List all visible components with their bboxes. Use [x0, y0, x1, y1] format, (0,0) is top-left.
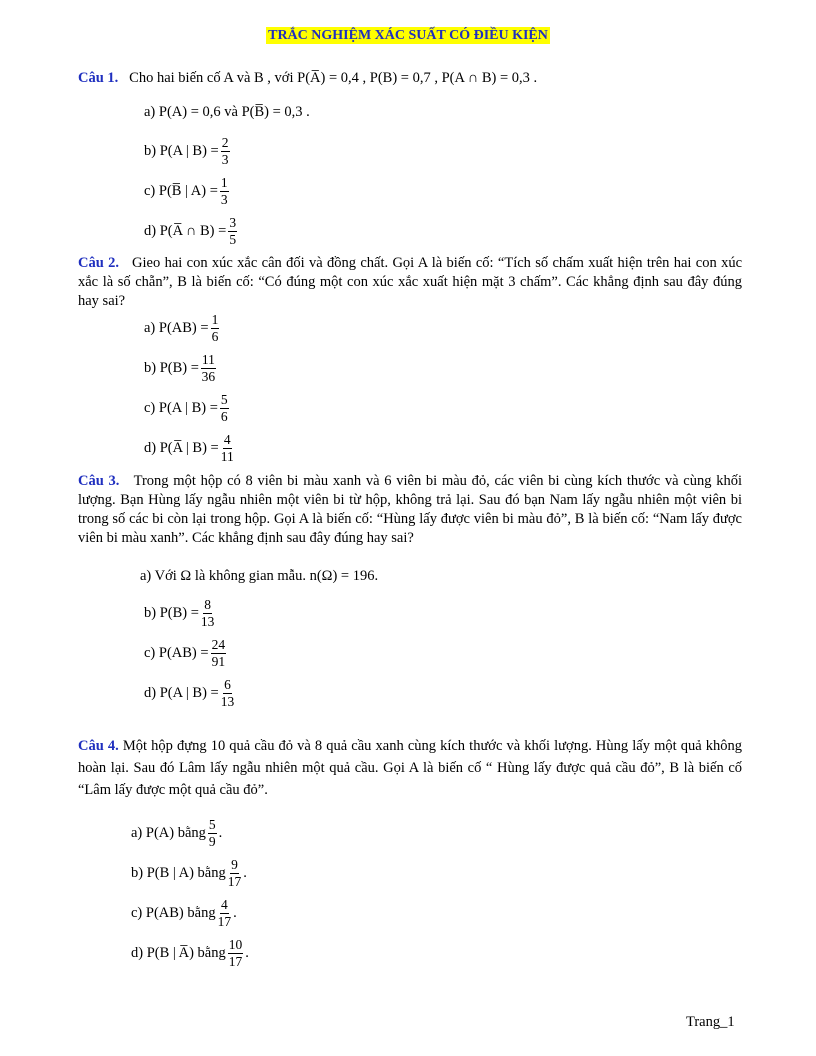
option-a: a) P(AB) = $\frac{1}{6}$ [144, 312, 219, 344]
fraction: $\frac{10}{17}$ [228, 937, 243, 969]
fraction: $\frac{6}{13}$ [220, 677, 235, 709]
fraction: $\frac{8}{13}$ [200, 597, 215, 629]
question-label: Câu 1. [78, 70, 119, 86]
option-a: a) P(A) bằng $\frac{5}{9}$ . [131, 817, 223, 849]
fraction: $\frac{4}{11}$ [220, 432, 234, 464]
question-label: Câu 2. [78, 255, 120, 271]
question-1 [78, 69, 742, 88]
option-d: d) P(A | B) = $\frac{6}{13}$ [144, 677, 235, 709]
fraction: $\frac{2}{3}$ [221, 135, 229, 167]
question-4 [78, 735, 742, 801]
option-b: b) P(B) = $\frac{8}{13}$ [144, 597, 215, 629]
question-label: Câu 4. [78, 738, 119, 754]
fraction: $\frac{4}{17}$ [217, 897, 232, 929]
fraction: $\frac{1}{6}$ [211, 312, 219, 344]
question-stem: Trong một hộp có 8 viên bi màu xanh và 6 viên bi màu đỏ, các viên bi cùng kích thước và cùng khối lượng. Bạn Hùng lấy ngẫu nhiên một viên bi từ hộp, không trả lại. Sau đó bạn Nam lấy ngẫu nhiên một viên bi trong số các bi còn lại trong hộp. Gọi A là biến cố: “Hùng lấy được viên bi màu đỏ”, B là biến cố: “Nam lấy được viên bi màu xanh”. Các khẳng định sau đây đúng hay sai? [78, 473, 743, 546]
option-d: d) P(B | A̅) bằng $\frac{10}{17}$ . [131, 937, 249, 969]
option-a: a) P(A) = 0,6 và P(B̅) = 0,3 . [144, 104, 310, 120]
fraction: $\frac{11}{36}$ [201, 352, 216, 384]
question-stem: Một hộp đựng 10 quả cầu đỏ và 8 quả cầu xanh cùng kích thước và khối lượng. Hùng lấy một quả không hoàn lại. Sau đó Lâm lấy ngẫu nhiên một quả cầu. Gọi A là biến cố “ Hùng lấy được quả cầu đỏ”, B là biến cố “Lâm lấy được một quả cầu đỏ”. [78, 738, 743, 798]
question-stem: Gieo hai con xúc xắc cân đối và đồng chất. Gọi A là biến cố: “Tích số chấm xuất hiện trên hai con xúc xắc là số chẵn”, B là biến cố: “Có đúng một con xúc xắc xuất hiện mặt 3 chấm”. Các khẳng định sau đây đúng hay sai? [78, 255, 742, 309]
question-3 [78, 472, 742, 548]
fraction: $\frac{5}{6}$ [220, 392, 228, 424]
option-c: c) P(AB) = $\frac{24}{91}$ [144, 637, 226, 669]
question-stem: Cho hai biến cố A và B , với P(A̅) = 0,4 , P(B) = 0,7 , P(A ∩ B) = 0,3 . [129, 70, 538, 86]
fraction: $\frac{24}{91}$ [211, 637, 226, 669]
title-text: TRẮC NGHIỆM XÁC SUẤT CÓ ĐIỀU KIỆN [268, 28, 548, 43]
option-c: c) P(AB) bằng $\frac{4}{17}$ . [131, 897, 237, 929]
option-b: b) P(B | A) bằng $\frac{9}{17}$ . [131, 857, 247, 889]
option-b: b) P(B) = $\frac{11}{36}$ [144, 352, 216, 384]
option-a: a) Với Ω là không gian mẫu. n(Ω) = 196. [140, 568, 379, 584]
question-label: Câu 3. [78, 473, 120, 489]
option-c: c) P(B̅ | A) = $\frac{1}{3}$ [144, 175, 228, 207]
question-2 [78, 254, 742, 311]
fraction: $\frac{1}{3}$ [220, 175, 228, 207]
fraction: $\frac{5}{9}$ [208, 817, 216, 849]
option-d: d) P(A̅ ∩ B) = $\frac{3}{5}$ [144, 215, 237, 247]
option-c: c) P(A | B) = $\frac{5}{6}$ [144, 392, 228, 424]
option-d: d) P(A̅ | B) = $\frac{4}{11}$ [144, 432, 234, 464]
page-number: Trang_1 [686, 1014, 735, 1030]
fraction: $\frac{9}{17}$ [227, 857, 242, 889]
page-title [0, 27, 816, 44]
option-b: b) P(A | B) = $\frac{2}{3}$ [144, 135, 229, 167]
fraction: $\frac{3}{5}$ [229, 215, 237, 247]
